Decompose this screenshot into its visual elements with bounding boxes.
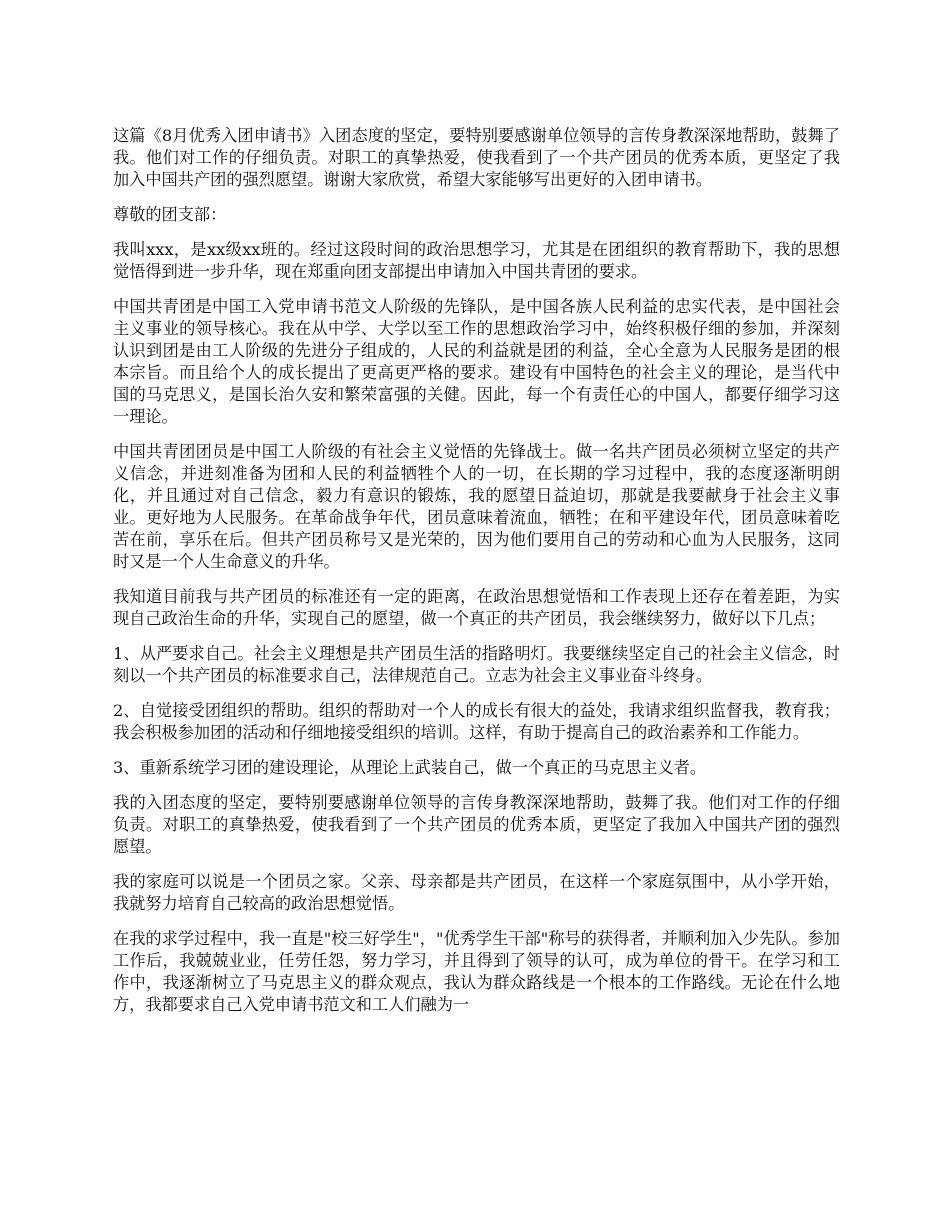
body-paragraph: 在我的求学过程中，我一直是"校三好学生"，"优秀学生干部"称号的获得者，并顺利加入少先队。参加工作后，我兢兢业业，任劳任怨，努力学习，并且得到了领导的认可，成为单位的骨干。在学习和工作中，我逐渐树立了马克思主义的群众观点，我认为群众路线是一个根本的工作路线。无论在什么地方，我都要求自己入党申请书范文和工人们融为一 (113, 929, 840, 1014)
body-paragraph: 中国共青团是中国工入党申请书范文人阶级的先锋队，是中国各族人民利益的忠实代表，是中国社会主义事业的领导核心。我在从中学、大学以至工作的思想政治学习中，始终积极仔细的参加，并深刻认识到团是由工人阶级的先进分子组成的，人民的利益就是团的利益，全心全意为人民服务是团的根本宗旨。而且给个人的成长提出了更高更严格的要求。建设有中国特色的社会主义的理论，是当代中国的马克思义，是国长治久安和繁荣富强的关健。因此，每一个有责任心的中国人，都要仔细学习这一理论。 (113, 297, 840, 426)
body-paragraph: 我的家庭可以说是一个团员之家。父亲、母亲都是共产团员，在这样一个家庭氛围中，从小学开始，我就努力培育自己较高的政治思想觉悟。 (113, 872, 840, 913)
salutation: 尊敬的团支部： (113, 205, 227, 224)
document-body (113, 125, 840, 1029)
intro-paragraph: 这篇《8月优秀入团申请书》入团态度的坚定，要特别要感谢单位领导的言传身教深深地帮助，鼓舞了我。他们对工作的仔细负责。对职工的真挚热爱，使我看到了一个共产团员的优秀本质，更坚定了我加入中国共产团的强烈愿望。谢谢大家欣赏，希望大家能够写出更好的入团申请书。 (113, 126, 840, 189)
list-item: 1、从严要求自己。社会主义理想是共产团员生活的指路明灯。我要继续坚定自己的社会主义信念，时刻以一个共产团员的标准要求自己，法律规范自己。立志为社会主义事业奋斗终身。 (113, 644, 840, 685)
body-paragraph: 我叫xxx，是xx级xx班的。经过这段时间的政治思想学习，尤其是在团组织的教育帮助下，我的思想觉悟得到进一步升华，现在郑重向团支部提出申请加入中国共青团的要求。 (113, 240, 840, 281)
body-paragraph: 我知道目前我与共产团员的标准还有一定的距离，在政治思想觉悟和工作表现上还存在着差距，为实现自己政治生命的升华，实现自己的愿望，做一个真正的共产团员，我会继续努力，做好以下几点； (113, 587, 840, 628)
list-item: 2、自觉接受团组织的帮助。组织的帮助对一个人的成长有很大的益处，我请求组织监督我，教育我；我会积极参加团的活动和仔细地接受组织的培训。这样，有助于提高自己的政治素养和工作能力。 (113, 701, 840, 742)
body-paragraph: 我的入团态度的坚定，要特别要感谢单位领导的言传身教深深地帮助，鼓舞了我。他们对工作的仔细负责。对职工的真挚热爱，使我看到了一个共产团员的优秀本质，更坚定了我加入中国共产团的强烈愿望。 (113, 793, 840, 856)
list-item: 3、重新系统学习团的建设理论，从理论上武装自己，做一个真正的马克思主义者。 (113, 758, 707, 777)
body-paragraph: 中国共青团团员是中国工人阶级的有社会主义觉悟的先锋战士。做一名共产团员必须树立坚定的共产义信念，并进刻准备为团和人民的利益牺牲个人的一切，在长期的学习过程中，我的态度逐渐明朗化，并且通过对自己信念，毅力有意识的锻炼，我的愿望日益迫切，那就是我要献身于社会主义事业。更好地为人民服务。在革命战争年代，团员意味着流血，牺牲；在和平建设年代，团员意味着吃苦在前，享乐在后。但共产团员称号又是光荣的，因为他们要用自己的劳动和心血为人民服务，这同时又是一个人生命意义的升华。 (113, 442, 840, 571)
